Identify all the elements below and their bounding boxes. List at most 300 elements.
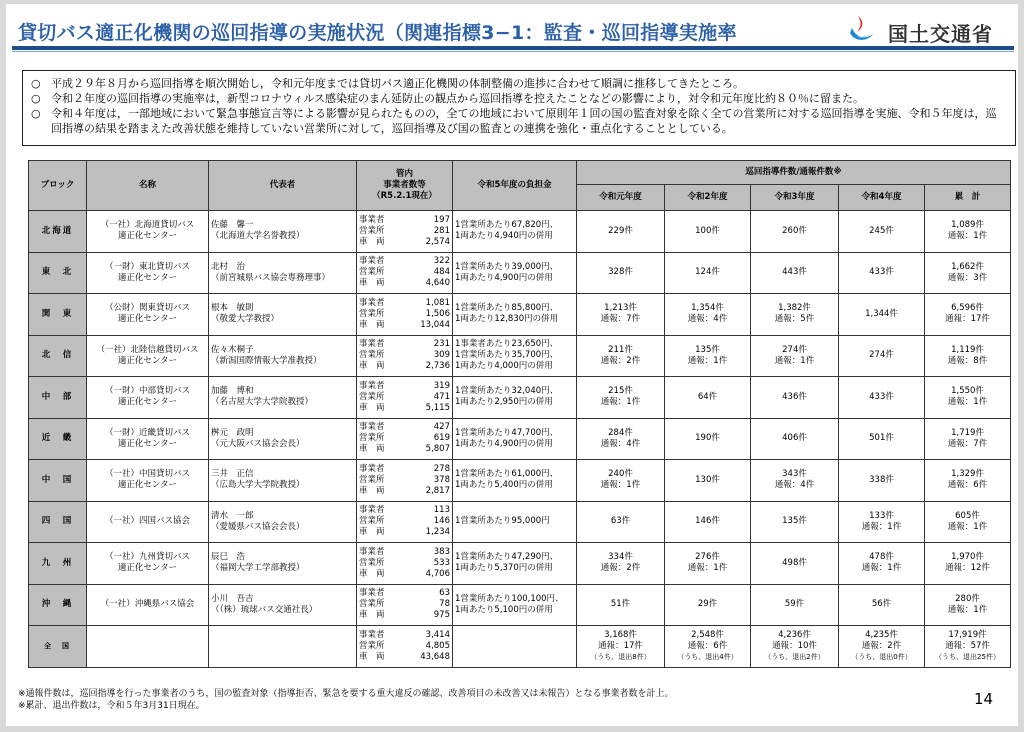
cell-line: 229件 — [608, 225, 633, 236]
header-year-r1: 令和元年度 — [577, 185, 665, 211]
cell-counts — [357, 543, 453, 585]
cell-line: 1営業所あたり47,700円、 — [455, 427, 559, 438]
cell-fee — [453, 377, 577, 419]
table-row — [29, 501, 1011, 543]
cell-line: （一社）四国バス協会 — [104, 516, 190, 527]
cell-line: 佐藤 馨一 — [211, 220, 254, 231]
count-label: 事業者 — [359, 630, 385, 640]
footnote: ※累計、退出件数は，令和５年3月31日現在。 — [18, 701, 205, 711]
cell-line: 1,662件 — [951, 261, 984, 272]
count-label: 車 両 — [359, 527, 385, 538]
cell-year — [665, 377, 751, 419]
count-value: 4,640 — [425, 278, 450, 289]
cell-year — [751, 543, 839, 585]
cell-block: 四 国 — [29, 501, 87, 543]
count-label: 車 両 — [359, 278, 385, 289]
count-label: 営業所 — [359, 391, 385, 402]
cell-line: 1営業所あたり47,290円、 — [455, 552, 559, 563]
cell-line: （うち、退出8件） — [590, 653, 651, 661]
cell-line: 通報：2件 — [600, 563, 641, 574]
header-counts-main: 管内 事業者数等 — [383, 169, 426, 190]
cell-rep — [209, 418, 357, 460]
cell-line: 通報：4件 — [600, 438, 641, 449]
cell-line: 1,344件 — [865, 308, 898, 319]
cell-line: 328件 — [608, 267, 633, 278]
cell-line: 適正化センター — [117, 272, 178, 283]
cell-line: 498件 — [782, 557, 807, 568]
cell-block: 九 州 — [29, 543, 87, 585]
cell-counts — [357, 377, 453, 419]
count-value: 197 — [433, 214, 450, 225]
cell-year — [665, 335, 751, 377]
cell-year — [577, 418, 665, 460]
bullet-marker: ○ — [31, 77, 41, 90]
count-value: 383 — [433, 546, 450, 557]
count-label: 車 両 — [359, 236, 385, 247]
cell-line: 406件 — [782, 433, 807, 444]
cell-line: 135件 — [695, 344, 720, 355]
cell-line: 通報：4件 — [774, 480, 815, 491]
count-value: 113 — [433, 505, 450, 516]
cell-year — [751, 418, 839, 460]
cell-line: （（株）琉球バス交通社長） — [211, 604, 318, 615]
cell-line: 436件 — [782, 391, 807, 402]
cell-line: 1,382件 — [778, 303, 811, 314]
cell-line: （前宮城県バス協会専務理事） — [211, 272, 331, 283]
cell-line: 通報：7件 — [947, 438, 988, 449]
cell-rep — [209, 626, 357, 668]
count-value: 1,081 — [425, 297, 450, 308]
cell-line: 通報：12件 — [945, 563, 990, 574]
cell-line: 通報：2件 — [861, 641, 902, 651]
count-label: 車 両 — [359, 485, 385, 496]
count-label: 車 両 — [359, 610, 385, 621]
cell-year — [665, 418, 751, 460]
cell-line: 通報：1件 — [687, 355, 728, 366]
count-value: 5,807 — [425, 444, 450, 455]
cell-year — [925, 501, 1011, 543]
cell-rep — [209, 335, 357, 377]
cell-fee — [453, 460, 577, 502]
count-label: 営業所 — [359, 557, 385, 568]
cell-rep — [209, 252, 357, 294]
cell-fee — [453, 418, 577, 460]
cell-fee — [453, 543, 577, 585]
cell-block: 東 北 — [29, 252, 87, 294]
header-counts — [357, 161, 453, 211]
cell-line: （福岡大学工学部教授） — [211, 563, 305, 574]
cell-year — [577, 543, 665, 585]
cell-fee — [453, 501, 577, 543]
cell-line: 1両あたり4,000円の併用 — [455, 361, 553, 372]
bullet-text: 令和２年度の巡回指導の実施率は，新型コロナウィルス感染症のまん延防止の観点から巡回指導を控えたことなどの影響により，対令和元年度比約８０％に留また。 — [51, 92, 865, 105]
cell-rep — [209, 377, 357, 419]
count-value: 4,706 — [425, 568, 450, 579]
cell-line: 通報：7件 — [600, 314, 641, 325]
header-block: ブロック — [29, 161, 87, 211]
header-year-r4: 令和4年度 — [839, 185, 925, 211]
bullet-text: 令和４年度は，一部地域において緊急事態宣言等による影響が見られたものの，全ての地域において原則年１回の国の監査対象を除く全ての営業所に対する巡回指導を実施、令和５年度は，巡回指導の結果を踏まえた改善状態を維持していない営業所に対して，巡回指導及び国の監査との連携を強化・重点化することとしている。 — [51, 107, 997, 135]
cell-line: 1営業所あたり95,000円 — [455, 516, 550, 527]
cell-year — [839, 460, 925, 502]
cell-year — [925, 294, 1011, 336]
cell-year — [751, 460, 839, 502]
count-value: 533 — [433, 557, 450, 568]
cell-name — [87, 501, 209, 543]
page-title: 貸切バス適正化機関の巡回指導の実施状況（関連指標3−1：監査・巡回指導実施率 — [18, 22, 737, 44]
count-label: 車 両 — [359, 652, 385, 662]
header-guidance: 巡回指導件数/通報件数※ — [577, 161, 1011, 185]
cell-line: 135件 — [782, 516, 807, 527]
cell-line: （一社）北陸信越貸切バス — [96, 344, 199, 355]
cell-line: 適正化センター — [117, 438, 178, 449]
cell-line: 478件 — [869, 552, 894, 563]
cell-line: 適正化センター — [117, 314, 178, 325]
count-label: 営業所 — [359, 433, 385, 444]
cell-line: 211件 — [608, 344, 633, 355]
count-value: 319 — [433, 380, 450, 391]
cell-line: 通報：1件 — [947, 397, 988, 408]
cell-year — [751, 501, 839, 543]
count-label: 営業所 — [359, 641, 385, 651]
count-label: 事業者 — [359, 297, 385, 308]
cell-line: （愛媛県バス協会会長） — [211, 521, 305, 532]
cell-block: 北 信 — [29, 335, 87, 377]
cell-line: 通報：1件 — [774, 355, 815, 366]
count-label: 事業者 — [359, 339, 385, 350]
cell-line: 334件 — [608, 552, 633, 563]
cell-name — [87, 252, 209, 294]
cell-line: 1営業所あたり32,040円、 — [455, 386, 559, 397]
count-value: 63 — [439, 588, 450, 599]
bullet-item — [31, 106, 1007, 136]
cell-year — [665, 252, 751, 294]
cell-year — [925, 626, 1011, 668]
cell-line: 51件 — [610, 599, 631, 610]
cell-name — [87, 460, 209, 502]
cell-line: 通報：1件 — [687, 563, 728, 574]
count-label: 営業所 — [359, 225, 385, 236]
cell-line: 1営業所あたり35,700円、 — [455, 350, 559, 361]
cell-year — [577, 211, 665, 253]
cell-rep — [209, 543, 357, 585]
slide — [6, 4, 1018, 726]
cell-line: 1,354件 — [691, 303, 724, 314]
cell-line: 1,970件 — [951, 552, 984, 563]
cell-line: 適正化センター — [117, 231, 178, 242]
cell-line: 338件 — [869, 474, 894, 485]
cell-year — [839, 211, 925, 253]
cell-line: 通報：3件 — [947, 272, 988, 283]
cell-year — [925, 418, 1011, 460]
cell-year — [751, 626, 839, 668]
count-value: 975 — [433, 610, 450, 621]
cell-block: 中 国 — [29, 460, 87, 502]
count-value: 5,115 — [425, 402, 450, 413]
cell-fee — [453, 211, 577, 253]
cell-line: 通報：17件 — [945, 314, 990, 325]
cell-line: 1事業者あたり23,650円、 — [455, 339, 559, 350]
logo-text: 国土交通省 — [888, 22, 993, 46]
table-row — [29, 460, 1011, 502]
cell-block: 沖 縄 — [29, 584, 87, 626]
cell-line: 1両あたり5,100円の併用 — [455, 604, 553, 615]
cell-line: 通報：10件 — [772, 641, 817, 651]
cell-line: 1両あたり12,830円の併用 — [455, 314, 559, 325]
cell-line: 1,719件 — [951, 427, 984, 438]
count-value: 471 — [433, 391, 450, 402]
count-label: 事業者 — [359, 546, 385, 557]
cell-line: 通報：17件 — [598, 641, 643, 651]
count-value: 322 — [433, 256, 450, 267]
count-value: 281 — [433, 225, 450, 236]
cell-line: 通報：6件 — [687, 641, 728, 651]
cell-line: 通報：57件 — [945, 641, 990, 651]
count-value: 231 — [433, 339, 450, 350]
cell-rep — [209, 294, 357, 336]
cell-year — [577, 460, 665, 502]
cell-line: （新潟国際情報大学准教授） — [211, 355, 322, 366]
cell-counts — [357, 252, 453, 294]
cell-line: 通報：1件 — [861, 563, 902, 574]
cell-line: 1,329件 — [951, 469, 984, 480]
count-label: 事業者 — [359, 422, 385, 433]
cell-name — [87, 377, 209, 419]
count-label: 営業所 — [359, 516, 385, 527]
cell-line: 1両あたり2,950円の併用 — [455, 397, 553, 408]
table-row — [29, 377, 1011, 419]
cell-counts — [357, 418, 453, 460]
cell-line: （北海道大学名誉教授） — [211, 231, 305, 242]
cell-line: （うち、退出0件） — [851, 653, 912, 661]
cell-line: 小川 吾吉 — [211, 593, 254, 604]
cell-line: 63件 — [610, 516, 631, 527]
cell-year — [751, 294, 839, 336]
count-label: 営業所 — [359, 308, 385, 319]
cell-counts — [357, 211, 453, 253]
logo — [844, 12, 1014, 48]
cell-line: 59件 — [784, 599, 805, 610]
cell-year — [839, 335, 925, 377]
cell-fee — [453, 584, 577, 626]
cell-year — [925, 460, 1011, 502]
footnotes — [18, 688, 674, 712]
cell-counts — [357, 501, 453, 543]
cell-line: 1両あたり5,400円の併用 — [455, 480, 553, 491]
cell-line: 1営業所あたり61,000円、 — [455, 469, 559, 480]
table-row — [29, 211, 1011, 253]
cell-fee — [453, 294, 577, 336]
cell-rep — [209, 211, 357, 253]
cell-line: 1,213件 — [604, 303, 637, 314]
footnote: ※通報件数は，巡回指導を行った事業者のうち，国の監査対象（指導拒否、緊急を要する重大違反の確認、改善項目の未改善又は未報告）となる事業者数を計上。 — [18, 689, 674, 699]
cell-year — [577, 626, 665, 668]
table-row — [29, 418, 1011, 460]
cell-line: 佐々木桐子 — [211, 344, 254, 355]
cell-line: 1両あたり5,370円の併用 — [455, 563, 553, 574]
count-value: 3,414 — [425, 630, 450, 640]
cell-line: 1,119件 — [951, 344, 984, 355]
inspection-table — [28, 160, 1011, 668]
cell-line: 124件 — [695, 267, 720, 278]
count-label: 事業者 — [359, 214, 385, 225]
cell-line: （一社）北海道貸切バス — [100, 220, 195, 231]
cell-line: 通報：2件 — [600, 355, 641, 366]
count-label: 車 両 — [359, 568, 385, 579]
cell-line: 605件 — [955, 510, 980, 521]
cell-year — [925, 252, 1011, 294]
cell-rep — [209, 584, 357, 626]
count-value: 78 — [439, 599, 450, 610]
cell-line: 清水 一郎 — [211, 510, 254, 521]
cell-counts — [357, 460, 453, 502]
cell-counts — [357, 294, 453, 336]
bullet-marker: ○ — [31, 92, 41, 105]
cell-line: 適正化センター — [117, 480, 178, 491]
mlit-logo-icon — [848, 14, 876, 44]
header-fee: 令和5年度の負担金 — [453, 161, 577, 211]
cell-line: 通報：1件 — [600, 480, 641, 491]
count-value: 309 — [433, 350, 450, 361]
cell-year — [839, 377, 925, 419]
cell-year — [925, 211, 1011, 253]
cell-name — [87, 584, 209, 626]
cell-line: 適正化センター — [117, 397, 178, 408]
cell-year — [751, 377, 839, 419]
cell-line: 通報：4件 — [687, 314, 728, 325]
cell-line: 通報：6件 — [947, 480, 988, 491]
cell-year — [577, 335, 665, 377]
table-row — [29, 252, 1011, 294]
cell-year — [925, 584, 1011, 626]
header-year-r2: 令和2年度 — [665, 185, 751, 211]
cell-year — [925, 335, 1011, 377]
cell-block: 全 国 — [29, 626, 87, 668]
cell-year — [577, 501, 665, 543]
cell-year — [577, 252, 665, 294]
count-value: 13,044 — [420, 319, 450, 330]
cell-line: 1両あたり4,940円の併用 — [455, 231, 553, 242]
cell-line: 343件 — [782, 469, 807, 480]
cell-line: （うち、退出25件） — [935, 653, 1000, 661]
cell-line: 433件 — [869, 391, 894, 402]
cell-line: （名古屋大学大学院教授） — [211, 397, 314, 408]
bullet-marker: ○ — [31, 107, 41, 120]
cell-line: 辰巳 浩 — [211, 552, 246, 563]
cell-counts — [357, 626, 453, 668]
cell-line: 284件 — [608, 427, 633, 438]
cell-line: 通報：1件 — [947, 604, 988, 615]
cell-line: （一社）中国貸切バス — [104, 469, 190, 480]
cell-line: 1営業所あたり100,100円、 — [455, 593, 564, 604]
cell-counts — [357, 335, 453, 377]
bullet-text: 平成２９年８月から巡回指導を順次開始し，令和元年度までは貸切バス適正化機関の体制整備の進捗に合わせて順調に推移してきたところ。 — [51, 77, 744, 90]
summary-box — [22, 70, 1016, 146]
count-value: 427 — [433, 422, 450, 433]
cell-counts — [357, 584, 453, 626]
cell-line: （一財）東北貸切バス — [104, 261, 190, 272]
cell-line: 通報：1件 — [861, 521, 902, 532]
cell-line: 1営業所あたり67,820円、 — [455, 220, 559, 231]
cell-year — [751, 584, 839, 626]
cell-line: （一財）近畿貸切バス — [104, 427, 190, 438]
cell-line: 501件 — [869, 433, 894, 444]
count-label: 事業者 — [359, 380, 385, 391]
cell-year — [839, 543, 925, 585]
cell-line: 1,550件 — [951, 386, 984, 397]
cell-rep — [209, 501, 357, 543]
count-label: 事業者 — [359, 256, 385, 267]
cell-name — [87, 626, 209, 668]
cell-name — [87, 335, 209, 377]
cell-year — [665, 460, 751, 502]
count-value: 1,506 — [425, 308, 450, 319]
cell-line: 通報：8件 — [947, 355, 988, 366]
title-rule — [12, 46, 1014, 50]
count-label: 車 両 — [359, 444, 385, 455]
cell-line: 1両あたり4,900円の併用 — [455, 438, 553, 449]
cell-line: （うち、退出4件） — [677, 653, 738, 661]
cell-block: 近 畿 — [29, 418, 87, 460]
count-value: 4,805 — [425, 641, 450, 651]
count-label: 事業者 — [359, 463, 385, 474]
header-rep: 代表者 — [209, 161, 357, 211]
count-value: 1,234 — [425, 527, 450, 538]
cell-block: 北海道 — [29, 211, 87, 253]
cell-line: 適正化センター — [117, 355, 178, 366]
cell-line: （一社）沖縄県バス協会 — [100, 599, 195, 610]
cell-line: （一社）九州貸切バス — [104, 552, 190, 563]
cell-year — [665, 584, 751, 626]
cell-line: 根本 敏則 — [211, 303, 254, 314]
cell-line: 4,236件 — [778, 630, 811, 640]
cell-name — [87, 418, 209, 460]
cell-line: 通報：1件 — [600, 397, 641, 408]
cell-name — [87, 543, 209, 585]
count-value: 43,648 — [420, 652, 450, 662]
cell-year — [839, 418, 925, 460]
cell-line: 6,596件 — [951, 303, 984, 314]
count-label: 営業所 — [359, 350, 385, 361]
cell-line: 3,168件 — [604, 630, 637, 640]
cell-fee — [453, 626, 577, 668]
cell-block: 中 部 — [29, 377, 87, 419]
cell-line: 240件 — [608, 469, 633, 480]
cell-year — [751, 335, 839, 377]
header-year-r3: 令和3年度 — [751, 185, 839, 211]
cell-line: 433件 — [869, 267, 894, 278]
cell-line: 1営業所あたり85,800円、 — [455, 303, 559, 314]
cell-name — [87, 211, 209, 253]
cell-line: 274件 — [782, 344, 807, 355]
cell-rep — [209, 460, 357, 502]
count-label: 車 両 — [359, 361, 385, 372]
cell-year — [751, 211, 839, 253]
cell-line: 通報：5件 — [774, 314, 815, 325]
cell-line: 190件 — [695, 433, 720, 444]
page-number: 14 — [974, 690, 994, 708]
cell-line: 64件 — [697, 391, 718, 402]
count-value: 484 — [433, 267, 450, 278]
cell-year — [665, 294, 751, 336]
bullet-item — [31, 91, 1007, 106]
cell-year — [839, 252, 925, 294]
cell-fee — [453, 252, 577, 294]
table-row — [29, 294, 1011, 336]
cell-line: 260件 — [782, 225, 807, 236]
cell-line: 通報：1件 — [947, 521, 988, 532]
count-label: 車 両 — [359, 319, 385, 330]
